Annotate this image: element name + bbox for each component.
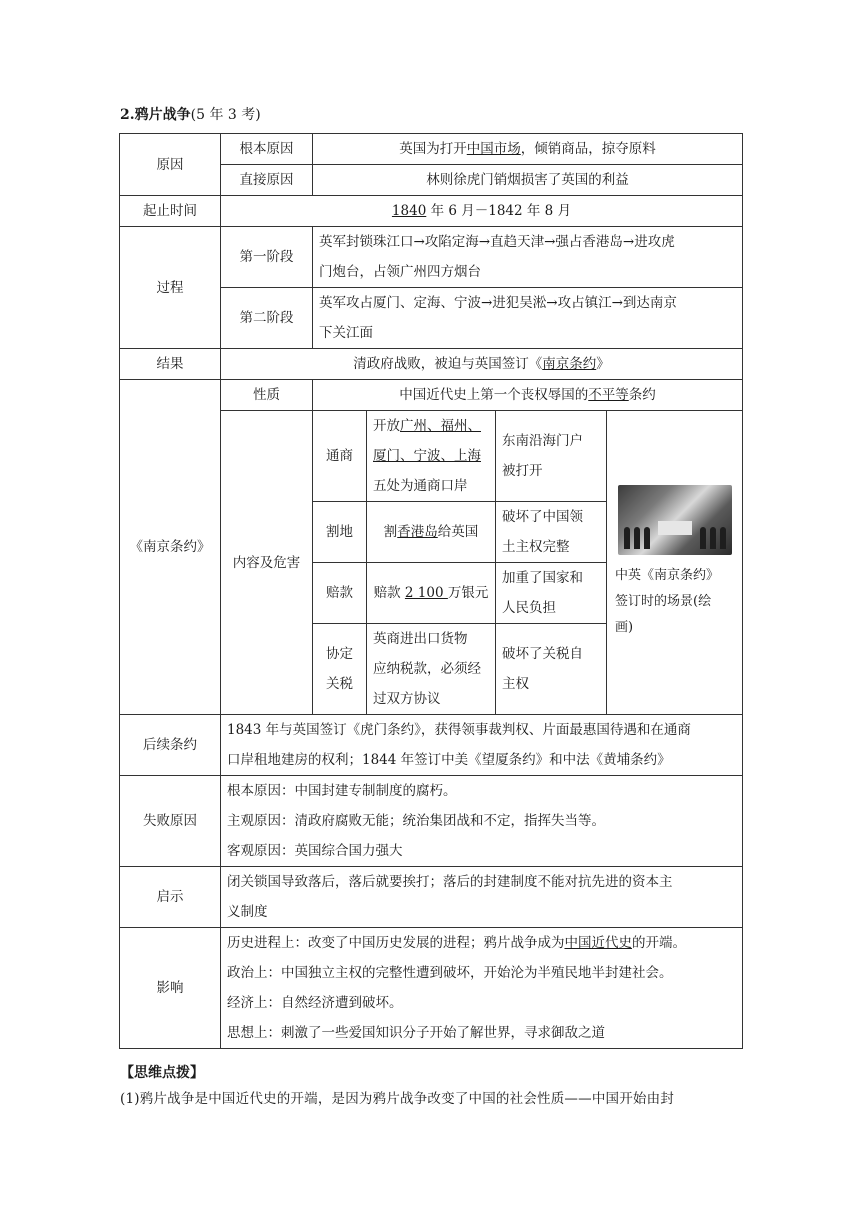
table-row [120, 227, 743, 288]
row-label-impact: 影响 [120, 928, 221, 1049]
sub-label-root: 根本原因 [221, 134, 313, 165]
table-row [120, 134, 743, 165]
sub-label-nature: 性质 [221, 380, 313, 411]
row-label-process: 过程 [120, 227, 221, 349]
item-label-cede: 割地 [313, 502, 367, 563]
sub-label-stage1: 第一阶段 [221, 227, 313, 288]
cell-stage1: 英军封锁珠江口→攻陷定海→直趋天津→强占香港岛→进攻虎 门炮台，占领广州四方烟台 [313, 227, 743, 288]
table-row [120, 196, 743, 227]
painting-cell [607, 411, 743, 715]
treaty-signing-painting [618, 485, 732, 555]
cell-lesson: 闭关锁国导致落后，落后就要挨打；落后的封建制度不能对抗先进的资本主 义制度 [221, 867, 743, 928]
sub-label-direct: 直接原因 [221, 165, 313, 196]
table-row [120, 349, 743, 380]
cell-stage2: 英军攻占厦门、定海、宁波→进犯吴淞→攻占镇江→到达南京 下关江面 [313, 288, 743, 349]
cell-failure: 根本原因：中国封建专制制度的腐朽。 主观原因：清政府腐败无能；统治集团战和不定，指挥失当等。 客观原因：英国综合国力强大 [221, 776, 743, 867]
sub-label-content: 内容及危害 [221, 411, 313, 715]
item-label-trade: 通商 [313, 411, 367, 502]
opium-war-table [119, 133, 743, 1049]
cell-result: 清政府战败，被迫与英国签订《南京条约》 [221, 349, 743, 380]
table-row [120, 380, 743, 411]
row-label-lesson: 启示 [120, 867, 221, 928]
row-label-failure: 失败原因 [120, 776, 221, 867]
cell-indemnity-harm: 加重了国家和 人民负担 [496, 563, 607, 624]
item-label-tariff: 协定 关税 [313, 624, 367, 715]
cell-trade-harm: 东南沿海门户 被打开 [496, 411, 607, 502]
table-row [120, 715, 743, 776]
cell-tariff-harm: 破坏了关税自 主权 [496, 624, 607, 715]
cell-indemnity-content: 赔款 2 100 万银元 [367, 563, 496, 624]
painting-caption: 中英《南京条约》 签订时的场景(绘 画) [615, 567, 720, 635]
cell-follow: 1843 年与英国签订《虎门条约》，获得领事裁判权、片面最惠国待遇和在通商 口岸租地建房的权利；1844 年签订中美《望厦条约》和中法《黄埔条约》 [221, 715, 743, 776]
sub-label-stage2: 第二阶段 [221, 288, 313, 349]
cell-tariff-content: 英商进出口货物 应纳税款，必须经 过双方协议 [367, 624, 496, 715]
table-row [120, 867, 743, 928]
cell-direct-cause: 林则徐虎门销烟损害了英国的利益 [313, 165, 743, 196]
thinking-tips-paragraph: (1)鸦片战争是中国近代史的开端，是因为鸦片战争改变了中国的社会性质——中国开始由封 [120, 1091, 675, 1107]
cell-time: 1840 年 6 月－1842 年 8 月 [221, 196, 743, 227]
cell-root-cause: 英国为打开中国市场，倾销商品，掠夺原料 [313, 134, 743, 165]
row-label-treaty: 《南京条约》 [120, 380, 221, 715]
cell-cede-harm: 破坏了中国领 土主权完整 [496, 502, 607, 563]
thinking-tips-heading: 【思维点拨】 [120, 1065, 204, 1081]
row-label-cause: 原因 [120, 134, 221, 196]
row-label-time: 起止时间 [120, 196, 221, 227]
row-label-result: 结果 [120, 349, 221, 380]
table-row [120, 928, 743, 1049]
section-title: 2.鸦片战争(5 年 3 考) [120, 107, 261, 123]
row-label-follow: 后续条约 [120, 715, 221, 776]
cell-impact: 历史进程上：改变了中国历史发展的进程；鸦片战争成为中国近代史的开端。 政治上：中国独立主权的完整性遭到破坏，开始沦为半殖民地半封建社会。 经济上：自然经济遭到破坏。 思想上：刺激了一些爱国知识分子开始了解世界，寻求御敌之道 [221, 928, 743, 1049]
cell-trade-content: 开放广州、福州、 厦门、宁波、上海 五处为通商口岸 [367, 411, 496, 502]
cell-nature: 中国近代史上第一个丧权辱国的不平等条约 [313, 380, 743, 411]
cell-cede-content: 割香港岛给英国 [367, 502, 496, 563]
item-label-indemnity: 赔款 [313, 563, 367, 624]
table-row [120, 776, 743, 867]
